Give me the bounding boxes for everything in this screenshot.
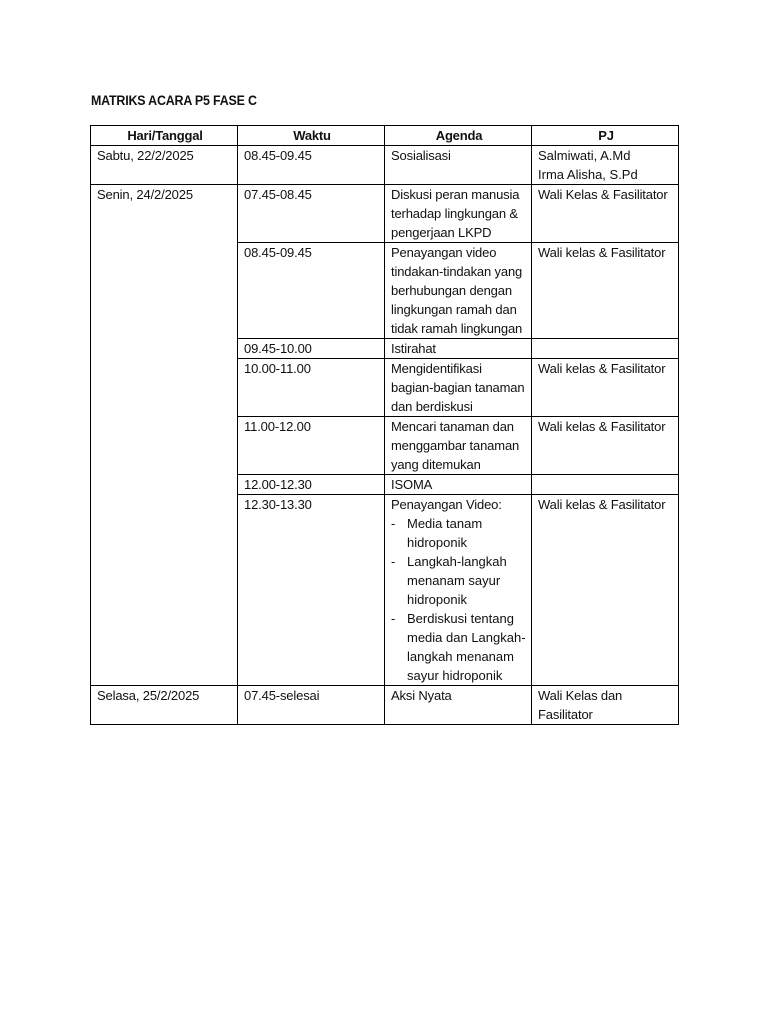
agenda-text: Diskusi peran manusia terhadap lingkungan & pengerjaan LKPD <box>391 187 520 240</box>
agenda-text: Penayangan Video: <box>391 497 502 512</box>
pj-line: Irma Alisha, S.Pd <box>538 167 638 182</box>
time-cell <box>238 243 385 339</box>
time-cell <box>238 185 385 243</box>
pj-cell <box>532 185 679 243</box>
table-header-row <box>91 126 679 146</box>
pj-cell <box>532 417 679 475</box>
pj-cell <box>532 243 679 339</box>
pj-cell <box>532 339 679 359</box>
agenda-bullet-item <box>391 552 527 609</box>
bullet-text: Media tanam hidroponik <box>407 516 483 550</box>
agenda-cell <box>385 686 532 725</box>
agenda-bullet-list <box>391 514 527 685</box>
time-cell <box>238 495 385 686</box>
pj-text: Wali Kelas dan Fasilitator <box>538 688 623 722</box>
pj-cell <box>532 146 679 185</box>
time-text: 08.45-09.45 <box>244 245 312 260</box>
header-pj: PJ <box>532 126 679 146</box>
agenda-text: Penayangan video tindakan-tindakan yang berhubungan dengan lingkungan ramah dan tidak ramah lingkungan <box>391 245 523 336</box>
time-cell <box>238 339 385 359</box>
agenda-text: Mencari tanaman dan menggambar tanaman yang ditemukan <box>391 419 520 472</box>
agenda-cell <box>385 475 532 495</box>
agenda-text: ISOMA <box>391 477 433 492</box>
time-text: 09.45-10.00 <box>244 341 312 356</box>
agenda-cell <box>385 417 532 475</box>
bullet-dash: - <box>391 611 396 626</box>
date-cell <box>91 686 238 725</box>
agenda-text: Mengidentifikasi bagian-bagian tanaman dan berdiskusi <box>391 361 525 414</box>
agenda-bullet-item <box>391 514 527 552</box>
bullet-dash: - <box>391 516 396 531</box>
agenda-cell <box>385 359 532 417</box>
pj-text: Wali kelas & Fasilitator <box>538 419 666 434</box>
time-text: 11.00-12.00 <box>244 419 311 434</box>
agenda-cell <box>385 146 532 185</box>
pj-text: Wali kelas & Fasilitator <box>538 245 666 260</box>
time-text: 08.45-09.45 <box>244 148 312 163</box>
document-title: MATRIKS ACARA P5 FASE C <box>91 93 257 108</box>
time-text: 12.30-13.30 <box>244 497 312 512</box>
date-text: Senin, 24/2/2025 <box>97 187 193 202</box>
header-waktu: Waktu <box>238 126 385 146</box>
time-cell <box>238 359 385 417</box>
pj-line: Salmiwati, A.Md <box>538 148 631 163</box>
agenda-cell <box>385 339 532 359</box>
agenda-text: Aksi Nyata <box>391 688 452 703</box>
pj-cell <box>532 475 679 495</box>
agenda-bullet-item <box>391 609 527 685</box>
pj-cell <box>532 686 679 725</box>
pj-text: Wali Kelas & Fasilitator <box>538 187 668 202</box>
time-text: 07.45-selesai <box>244 688 320 703</box>
pj-text: Wali kelas & Fasilitator <box>538 361 666 376</box>
time-cell <box>238 475 385 495</box>
bullet-text: Berdiskusi tentang media dan Langkah-langkah menanam sayur hidroponik <box>407 611 526 683</box>
date-cell <box>91 146 238 185</box>
agenda-cell <box>385 243 532 339</box>
agenda-text: Istirahat <box>391 341 436 356</box>
time-text: 10.00-11.00 <box>244 361 311 376</box>
time-text: 12.00-12.30 <box>244 477 312 492</box>
table-row <box>91 185 679 243</box>
date-text: Sabtu, 22/2/2025 <box>97 148 194 163</box>
agenda-cell <box>385 495 532 686</box>
time-cell <box>238 417 385 475</box>
bullet-dash: - <box>391 554 396 569</box>
time-cell <box>238 686 385 725</box>
schedule-table <box>90 125 679 725</box>
agenda-text: Sosialisasi <box>391 148 451 163</box>
time-text: 07.45-08.45 <box>244 187 312 202</box>
table-row <box>91 146 679 185</box>
pj-cell <box>532 495 679 686</box>
bullet-text: Langkah-langkah menanam sayur hidroponik <box>407 554 507 607</box>
time-cell <box>238 146 385 185</box>
pj-cell <box>532 359 679 417</box>
date-cell <box>91 185 238 686</box>
pj-text: Wali kelas & Fasilitator <box>538 497 666 512</box>
table-row <box>91 686 679 725</box>
date-text: Selasa, 25/2/2025 <box>97 688 200 703</box>
agenda-cell <box>385 185 532 243</box>
header-agenda: Agenda <box>385 126 532 146</box>
header-hari-tanggal: Hari/Tanggal <box>91 126 238 146</box>
